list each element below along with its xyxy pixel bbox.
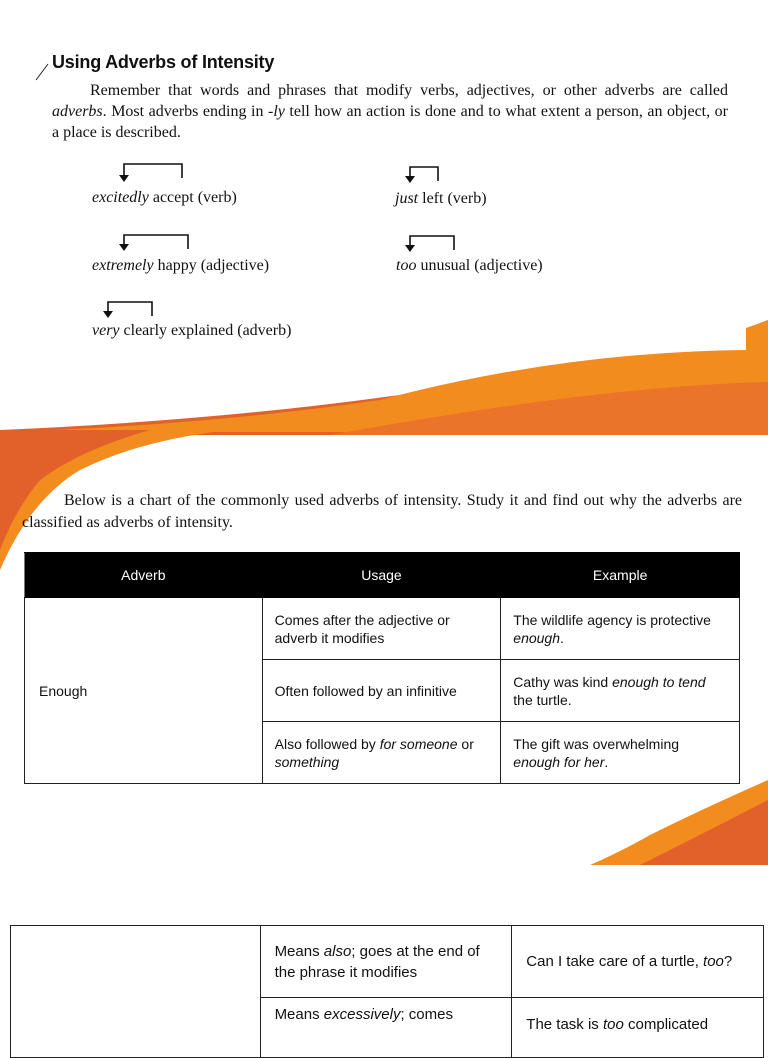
usage-text: Means: [274, 942, 324, 960]
modifier-arrow-icon: [116, 231, 192, 253]
usage-emphasis: also: [323, 942, 352, 960]
example-text: .: [604, 753, 609, 770]
intro-paragraph: [52, 80, 728, 143]
example-text: The wildlife agency is protective: [513, 611, 711, 628]
example-emphasis: enough for her: [513, 753, 605, 770]
example-text: Can I take care of a turtle,: [526, 953, 704, 970]
example-rest: unusual (adjective): [416, 257, 543, 274]
example-item: [92, 257, 269, 275]
example-emphasis: enough: [513, 629, 560, 646]
example-text: .: [560, 629, 564, 646]
example-emphasis: too: [703, 953, 724, 970]
example-rest: clearly explained (adverb): [119, 322, 292, 339]
example-cell: [501, 598, 740, 660]
example-item: [395, 190, 487, 208]
modifier-arrow-icon: [116, 160, 186, 184]
example-cell: [512, 926, 764, 998]
example-rest: happy (adjective): [153, 257, 270, 274]
adverb-chart-table: [24, 552, 740, 784]
example-adverb: very: [92, 322, 120, 339]
usage-text: ; goes at the end of the phrase it modifies: [274, 942, 480, 981]
example-item: [92, 189, 237, 207]
example-adverb: too: [396, 257, 417, 274]
example-text: The task is: [526, 1016, 603, 1033]
column-header-adverb: Adverb: [25, 553, 263, 598]
column-header-usage: Usage: [262, 553, 501, 598]
example-cell: [501, 722, 740, 784]
table-row: [11, 926, 764, 998]
usage-text: Also followed by: [274, 735, 380, 752]
usage-emphasis: excessively: [323, 1006, 401, 1023]
adverb-chart-table-continued: [10, 925, 764, 1058]
example-adverb: excitedly: [92, 189, 149, 206]
example-text: ?: [723, 953, 733, 970]
example-rest: left (verb): [418, 190, 487, 207]
section-title: Using Adverbs of Intensity: [52, 52, 275, 72]
modifier-arrow-icon: [402, 163, 442, 185]
example-cell: [501, 660, 740, 722]
intro-term: adverbs: [52, 103, 103, 120]
usage-text: ; comes: [400, 1006, 453, 1023]
adverb-cell: Enough: [25, 598, 263, 784]
example-text: The gift was overwhelming: [513, 735, 680, 752]
usage-emphasis: for someone: [379, 735, 458, 752]
usage-text: or: [457, 735, 474, 752]
example-text: complicated: [623, 1016, 709, 1033]
intro-text-3: tell how an action is done and to what extent a person, an object, or a place is described.: [52, 103, 728, 141]
example-emphasis: enough to tend: [612, 673, 706, 690]
orange-wave-decoration: [580, 780, 768, 870]
example-rest: accept (verb): [148, 189, 237, 206]
example-item: [396, 257, 543, 275]
chart-intro-paragraph: Below is a chart of the commonly used adverbs of intensity. Study it and find out why the adverbs are classified as adverbs of intensity.: [22, 492, 742, 531]
intro-text-1: Remember that words and phrases that modify verbs, adjectives, or other adverbs are called: [90, 82, 728, 99]
example-cell: [512, 998, 764, 1058]
intro-suffix: -ly: [268, 103, 285, 120]
table-row: [25, 598, 740, 660]
example-emphasis: too: [602, 1016, 624, 1033]
usage-text: Means: [274, 1006, 324, 1023]
usage-cell: [260, 998, 512, 1058]
adverb-cell: [11, 926, 261, 1058]
column-header-example: Example: [501, 553, 740, 598]
example-text: Cathy was kind: [513, 673, 613, 690]
table-header-row: [25, 553, 740, 598]
usage-cell: Often followed by an infinitive: [262, 660, 501, 722]
example-adverb: extremely: [92, 257, 154, 274]
example-adverb: just: [395, 190, 419, 207]
usage-cell: [260, 926, 512, 998]
example-text: the turtle.: [513, 691, 572, 708]
modifier-arrow-icon: [100, 298, 156, 320]
orange-wave-decoration: [0, 320, 768, 435]
usage-cell: [262, 722, 501, 784]
intro-text-2: . Most adverbs ending in: [102, 103, 269, 120]
usage-cell: Comes after the adjective or adverb it modifies: [262, 598, 501, 660]
modifier-arrow-icon: [402, 232, 458, 254]
usage-emphasis: something: [274, 753, 340, 770]
